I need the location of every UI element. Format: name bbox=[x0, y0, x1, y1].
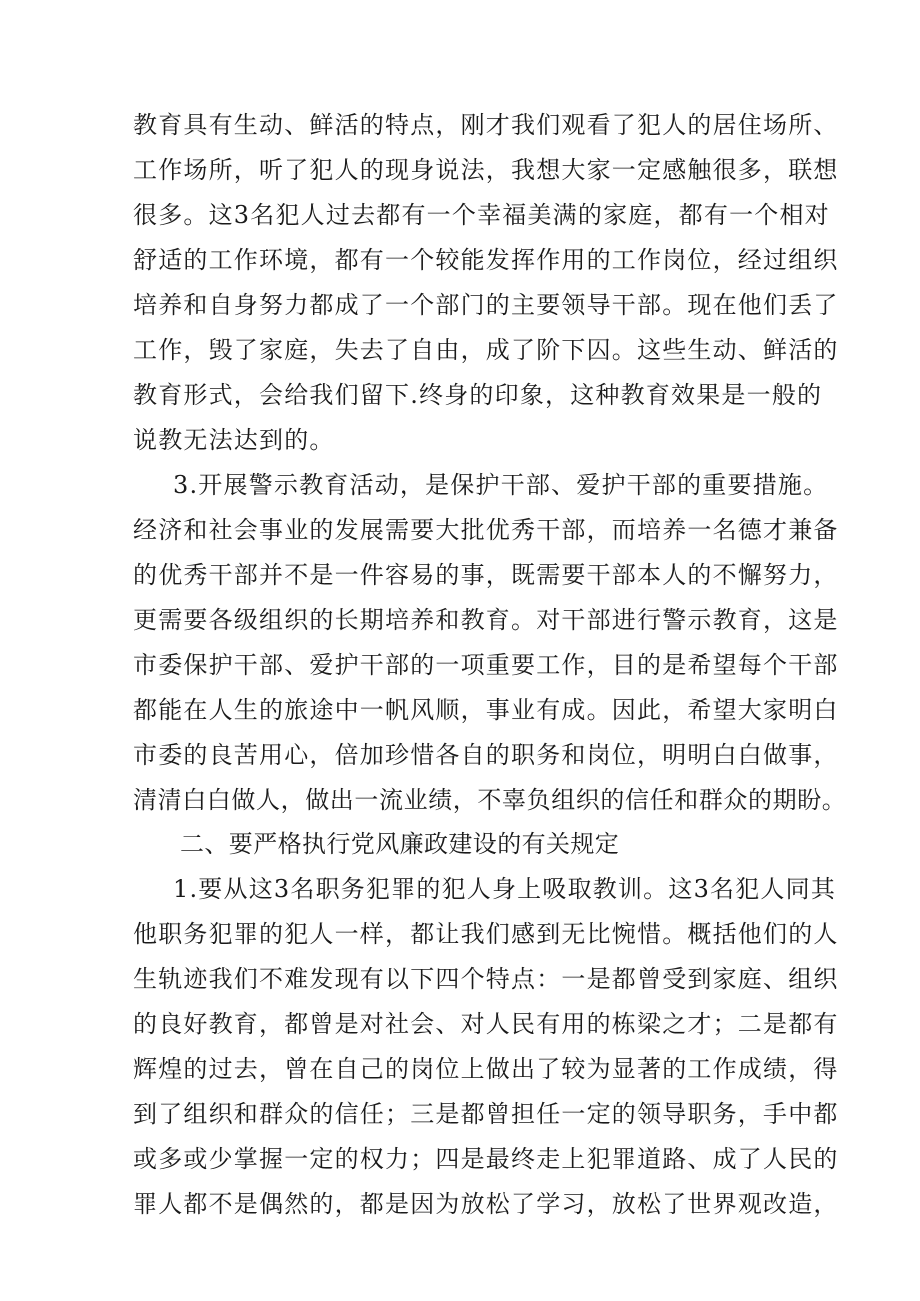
body-text-line: 罪人都不是偶然的，都是因为放松了学习，放松了世界观改造， bbox=[133, 1190, 839, 1218]
body-text-line: 更需要各级组织的长期培养和教育。对干部进行警示教育，这是 bbox=[133, 606, 839, 634]
body-text-line: 舒适的工作环境，都有一个较能发挥作用的工作岗位，经过组织 bbox=[133, 246, 839, 274]
body-text-line: 培养和自身努力都成了一个部门的主要领导干部。现在他们丢了 bbox=[133, 291, 839, 319]
body-text-line: 教育形式，会给我们留下.终身的印象，这种教育效果是一般的 bbox=[133, 381, 823, 409]
section-heading: 二、要严格执行党风廉政建设的有关规定 bbox=[180, 830, 620, 858]
body-text-line: 教育具有生动、鲜活的特点，刚才我们观看了犯人的居住场所、 bbox=[133, 111, 839, 139]
section-item-3-line: 3.开展警示教育活动，是保护干部、爱护干部的重要措施。 bbox=[173, 471, 829, 499]
body-text-line: 的良好教育，都曾是对社会、对人民有用的栋梁之才；二是都有 bbox=[133, 1010, 839, 1038]
body-text-line: 市委保护干部、爱护干部的一项重要工作，目的是希望每个干部 bbox=[133, 651, 839, 679]
body-text-line: 工作场所，听了犯人的现身说法，我想大家一定感触很多，联想 bbox=[133, 156, 839, 184]
body-text-line: 辉煌的过去，曾在自己的岗位上做出了较为显著的工作成绩，得 bbox=[133, 1055, 839, 1083]
body-text-line: 他职务犯罪的犯人一样，都让我们感到无比惋惜。概括他们的人 bbox=[133, 920, 839, 948]
body-text-line: 到了组织和群众的信任；三是都曾担任一定的领导职务，手中都 bbox=[133, 1100, 839, 1128]
body-text-line: 都能在人生的旅途中一帆风顺，事业有成。因此，希望大家明白 bbox=[133, 696, 839, 724]
body-text-line: 经济和社会事业的发展需要大批优秀干部，而培养一名德才兼备 bbox=[133, 516, 839, 544]
body-text-line: 说教无法达到的。 bbox=[133, 426, 335, 454]
body-text-line: 市委的良苦用心，倍加珍惜各自的职务和岗位，明明白白做事， bbox=[133, 741, 839, 769]
body-text-line: 工作，毁了家庭，失去了自由，成了阶下囚。这些生动、鲜活的 bbox=[133, 336, 839, 364]
body-text-line: 或多或少掌握一定的权力；四是最终走上犯罪道路、成了人民的 bbox=[133, 1145, 839, 1173]
body-text-line: 很多。这3名犯人过去都有一个幸福美满的家庭，都有一个相对 bbox=[133, 201, 830, 229]
body-text-line: 生轨迹我们不难发现有以下四个特点：一是都曾受到家庭、组织 bbox=[133, 965, 839, 993]
body-text-line: 的优秀干部并不是一件容易的事，既需要干部本人的不懈努力， bbox=[133, 561, 839, 589]
section-item-1-line: 1.要从这3名职务犯罪的犯人身上吸取教训。这3名犯人同其 bbox=[173, 875, 837, 903]
body-text-line: 清清白白做人，做出一流业绩，不辜负组织的信任和群众的期盼。 bbox=[133, 786, 847, 814]
